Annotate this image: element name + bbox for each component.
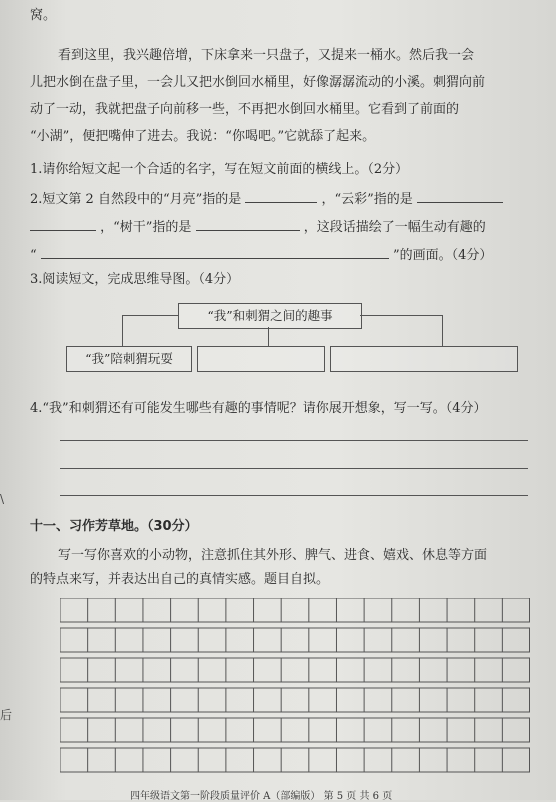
- question-2-row-1: [30, 190, 503, 208]
- page-footer: 四年级语文第一阶段质量评价 A（部编版） 第 5 页 共 6 页: [130, 791, 393, 802]
- question-2-text-f: ”的画面。（4分）: [392, 248, 493, 263]
- mindmap-leaf-3-blank[interactable]: [330, 346, 518, 372]
- mindmap-connector-left: [122, 315, 178, 316]
- question-2-row-3: [30, 246, 492, 264]
- composition-prompt-1: 写一写你喜欢的小动物，注意抓住其外形、脾气、进食、嬉戏、休息等方面: [58, 548, 488, 563]
- question-1: 1.请你给短文起一个合适的名字，写在短文前面的横线上。（2分）: [30, 162, 409, 177]
- answer-blank-trunk[interactable]: [196, 218, 300, 231]
- answer-line-1[interactable]: [60, 440, 528, 441]
- margin-mark: \: [0, 492, 5, 506]
- passage-line-2: 儿把水倒在盘子里，一会儿又把水倒回水桶里，好像潺潺流动的小溪。刺猬向前: [30, 75, 486, 90]
- question-4: 4.“我”和刺猬还有可能发生哪些有趣的事情呢？请你展开想象，写一写。（4分）: [30, 401, 487, 416]
- passage-line-3: 动了一动，我就把盘子向前移一些，不再把水倒回水桶里。它看到了前面的: [30, 102, 460, 117]
- question-2-text-a: 2.短文第 2 自然段中的“月亮”指的是: [30, 192, 242, 207]
- mindmap-connector-down-1: [122, 315, 123, 346]
- mindmap-connector-down-2: [268, 327, 269, 346]
- answer-line-2[interactable]: [60, 468, 528, 469]
- mindmap-leaf-2-blank[interactable]: [197, 346, 325, 372]
- passage-line-1: 看到这里，我兴趣倍增，下床拿来一只盘子，又提来一桶水。然后我一会: [58, 48, 475, 63]
- section-title: 十一、习作芳草地。（30分）: [30, 519, 198, 534]
- question-2-text-d: ，这段话描绘了一幅生动有趣的: [303, 220, 486, 235]
- answer-blank-moon[interactable]: [245, 190, 317, 203]
- mindmap-connector-right: [360, 315, 442, 316]
- answer-blank-cloud-cont[interactable]: [30, 218, 96, 231]
- composition-grid[interactable]: [60, 598, 530, 778]
- mindmap-connector-down-3: [442, 315, 443, 346]
- question-2-row-2: [30, 218, 486, 236]
- question-2-text-c: ，“树干”指的是: [100, 220, 192, 235]
- passage-line-0: 窝。: [30, 8, 57, 23]
- margin-mark: 后: [0, 708, 13, 722]
- question-2-text-e: “: [30, 248, 37, 263]
- answer-blank-cloud[interactable]: [417, 190, 503, 203]
- answer-line-3[interactable]: [60, 495, 528, 496]
- question-3: 3.阅读短文，完成思维导图。（4分）: [30, 272, 240, 287]
- mindmap-root: “我”和刺猬之间的趣事: [178, 303, 362, 329]
- passage-line-4: “小湖”，便把嘴伸了进去。我说：“你喝吧。”它就舔了起来。: [30, 129, 376, 144]
- question-2-text-b: ，“云彩”指的是: [321, 192, 413, 207]
- mindmap-leaf-1: “我”陪刺猬玩耍: [66, 346, 192, 372]
- answer-blank-picture[interactable]: [41, 246, 389, 259]
- composition-prompt-2: 的特点来写，并表达出自己的真情实感。题目自拟。: [30, 572, 330, 587]
